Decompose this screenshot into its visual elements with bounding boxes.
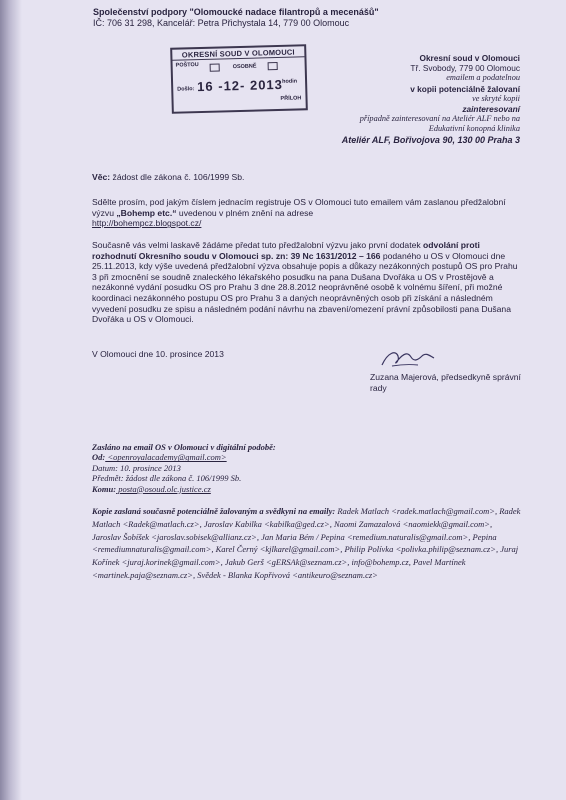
date-line: V Olomouci dne 10. prosince 2013	[92, 349, 224, 359]
recipient-block	[342, 53, 520, 145]
recipient-line: Edukativní konopná klinika	[428, 124, 520, 134]
recipient-address: Tř. Svobody, 779 00 Olomouc	[410, 63, 520, 74]
stamp-date: 16 -12- 2013	[196, 76, 284, 95]
recipient-line: zainteresovaní	[462, 104, 520, 115]
paragraph-2: Současně vás velmi laskavě žádáme předat tuto předžalobní výzvu jako první dodatek odvolání proti rozhodnutí Okresního soudu v Olomouci sp. zn: 39 Nc 1631/2012 – 166 podaného u OS v Olomouci dne 25.11.2013, kdy výše uvedená předžalobní výzva obsahuje popis a důkazy nezákonných postupů OS pro Prahu 3 při zmocnění se soudně znaleckého lékařského posudku na pana Dušana Dvořáka u OS v Prostějově a nezákonné vydání posudku OS pro Prahu 3 dne 28.8.2012 neoprávněné osobě k volnému šíření, při možné koordinaci nezákonného postupu OS pro Prahu 3 a daných neoprávněných osob při získání a následném vyvedení posudku ze spisu a následném podání návrhu na zbavení/omezení právní způsobilosti pana Dušana Dvořáka u OS v Olomouci.	[92, 240, 518, 325]
recipient-title: Okresní soud v Olomouci	[419, 53, 520, 63]
recipient-line: ve skryté kopii	[472, 93, 520, 103]
court-receipt-stamp	[170, 44, 308, 114]
stamp-court: OKRESNÍ SOUD V OLOMOUCI	[172, 46, 304, 60]
stamp-box	[210, 64, 220, 72]
sender-header	[93, 7, 379, 29]
signature-name: Zuzana Majerová, předsedkyně správní rady	[370, 372, 521, 393]
subject-line: Věc: žádost dle zákona č. 106/1999 Sb.	[92, 172, 245, 182]
paragraph-1: Sdělte prosím, pod jakým číslem jednacím registruje OS v Olomouci tuto emailem vám zaslanou předžalobní výzvu „Bohemp etc.“ uvedenou v plném znění na adrese http://bohempcz.blogspot.cz/	[92, 197, 506, 229]
recipient-line: emailem a podatelnou	[446, 73, 520, 83]
recipient-line: v kopii potenciálně žalovaní	[410, 83, 520, 94]
recipient-line: Ateliér ALF, Bořivojova 90, 130 00 Praha 3	[341, 134, 520, 145]
digital-to: Komu: posta@osoud.olc.justice.cz	[92, 483, 211, 494]
blog-link[interactable]: http://bohempcz.blogspot.cz/	[92, 218, 202, 229]
digital-submission-block	[92, 442, 512, 494]
stamp-hodin: hodin	[282, 78, 298, 85]
stamp-doslo: Došlo:	[177, 86, 195, 93]
digital-from: Od: <openroyalacademy@gmail.com>	[92, 452, 227, 463]
copies-heading: Kopie zaslaná současně potenciálně žalovaným a svědkyni na emaily:	[92, 506, 336, 516]
digital-heading: Zasláno na email OS v Olomouci v digitální podobě:	[92, 442, 276, 452]
stamp-posta: POŠTOU	[175, 62, 199, 69]
scan-edge-shadow	[0, 0, 22, 800]
digital-subject: Předmět: žádost dle zákona č. 106/1999 Sb.	[92, 473, 242, 484]
sender-line1: Společenství podpory "Olomoucké nadace filantropů a mecenášů"	[93, 7, 379, 17]
sender-line2: IČ: 706 31 298, Kancelář: Petra Přichystala 14, 779 00 Olomouc	[93, 18, 350, 28]
copies-block	[92, 505, 522, 582]
stamp-box	[268, 62, 278, 70]
stamp-osobne: OSOBNĚ	[232, 63, 257, 71]
copies-recipients: Radek Matlach <radek.matlach@gmail.com>, Radek Matlach <Radek@matlach.cz>, Jaroslav Kabilka <kabilka@ged.cz>, Naomi Zamazalová <naomiekk@gmail.com>, Jaroslav Šobíšek <jaroslav.sobisek@allianz.cz>, Jan Maria Bém / Pepina <remedium.naturalis@gmail.com>, Pepina <remediumnaturalis@gmail.com>, Karel Černý <kjlkarel@gmail.com>, Philip Polívka <polivka.philip@seznam.cz>, Juraj Kořínek <juraj.korinek@gmail.com>, Jakub Gerš <gERSAk@seznam.cz>, info@bohemp.cz, Pavel Martínek <martinek.paja@seznam.cz>, Svědek - Blanka Kopřivová <antikeuro@seznam.cz>	[92, 506, 521, 580]
handwritten-signature	[378, 348, 438, 370]
recipient-line: případně zainteresovaní na Ateliér ALF nebo na	[359, 114, 520, 124]
stamp-prilohy: PŘÍLOH	[280, 95, 302, 102]
digital-date: Datum: 10. prosince 2013	[92, 462, 181, 473]
